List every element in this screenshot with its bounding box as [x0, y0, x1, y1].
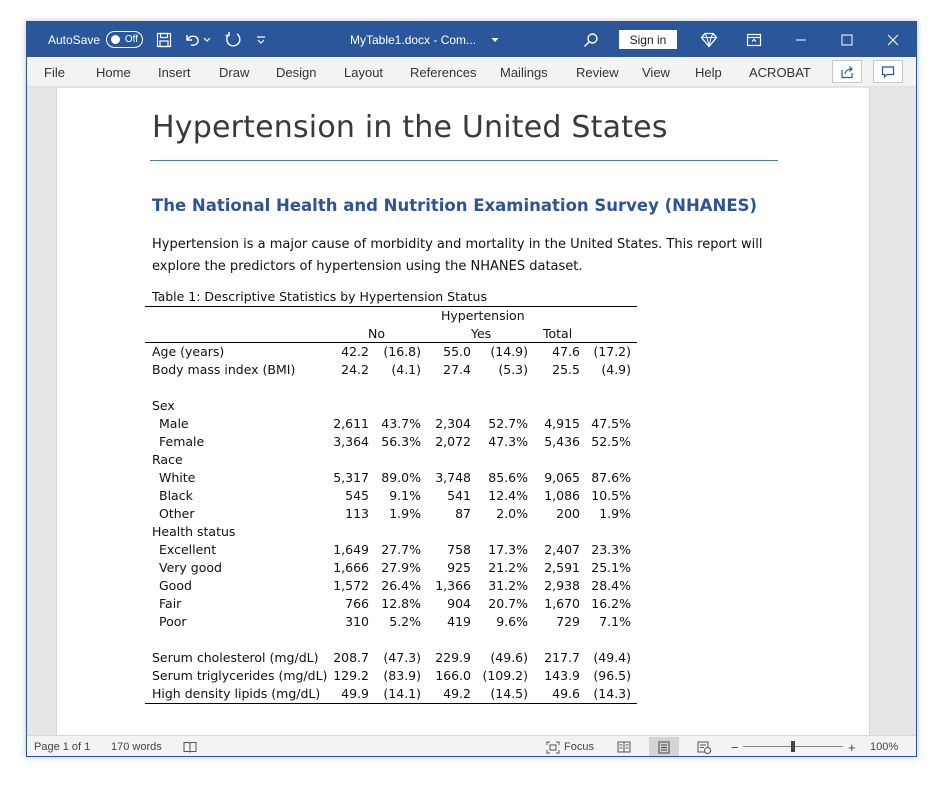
document-canvas[interactable]	[27, 88, 916, 735]
table-cell: 9.6%	[496, 614, 528, 629]
table-cell: 2,072	[435, 434, 471, 449]
table-cell: 113	[345, 506, 369, 521]
table-cell: 27.4	[443, 362, 471, 377]
table-cell: 766	[345, 596, 369, 611]
table-cell: 16.2%	[591, 596, 631, 611]
tab-layout[interactable]: Layout	[344, 64, 384, 80]
customize-toolbar-icon[interactable]	[247, 22, 275, 57]
word-count[interactable]: 170 words	[111, 741, 162, 753]
comments-button[interactable]	[873, 60, 903, 83]
table-row	[145, 631, 637, 649]
table-cell: 541	[447, 488, 471, 503]
table-cell: (14.3)	[593, 686, 631, 701]
table-cell: (49.4)	[593, 650, 631, 665]
comment-icon	[881, 65, 895, 79]
focus-mode-icon[interactable]	[546, 736, 560, 757]
row-label: Other	[159, 506, 195, 521]
row-label: Age (years)	[152, 344, 225, 359]
table-row	[145, 487, 637, 505]
ribbon-display-icon[interactable]	[740, 22, 768, 57]
tab-file[interactable]: File	[44, 64, 65, 80]
table-cell: 49.9	[341, 686, 369, 701]
table-row	[145, 577, 637, 595]
table-cell: 3,748	[435, 470, 471, 485]
table-row	[145, 379, 637, 397]
table-cell: (47.3)	[383, 650, 421, 665]
table-cell: 758	[447, 542, 471, 557]
save-icon[interactable]	[150, 22, 178, 57]
zoom-in-button[interactable]: +	[848, 739, 856, 755]
table-cell: 85.6%	[488, 470, 528, 485]
tab-home[interactable]: Home	[96, 64, 131, 80]
table-cell: 925	[447, 560, 471, 575]
table-cell: 12.4%	[488, 488, 528, 503]
table-cell: 55.0	[443, 344, 471, 359]
title-underline	[150, 160, 778, 161]
table-cell: 9,065	[544, 470, 580, 485]
table-cell: 200	[556, 506, 580, 521]
table-cell: 24.2	[341, 362, 369, 377]
row-label: Health status	[152, 524, 236, 539]
tab-review[interactable]: Review	[576, 64, 619, 80]
tab-help[interactable]: Help	[695, 64, 722, 80]
tab-references[interactable]: References	[410, 64, 477, 80]
table-cell: (16.8)	[383, 344, 421, 359]
table-row	[145, 415, 637, 433]
table-cell: 208.7	[333, 650, 369, 665]
table-cell: 7.1%	[599, 614, 631, 629]
table-row	[145, 523, 637, 541]
row-label: Excellent	[159, 542, 217, 557]
autosave-state: Off	[124, 34, 138, 45]
table-cell: 87	[455, 506, 471, 521]
table-cell: 143.9	[544, 668, 580, 683]
tab-view[interactable]: View	[642, 64, 670, 80]
proofing-book-icon[interactable]	[183, 736, 197, 757]
status-bar	[27, 735, 916, 757]
table-cell: 52.5%	[591, 434, 631, 449]
row-label: Male	[159, 416, 189, 431]
row-label: Good	[159, 578, 192, 593]
table-cell: (83.9)	[383, 668, 421, 683]
table-cell: 47.5%	[591, 416, 631, 431]
table-cell: (14.9)	[490, 344, 528, 359]
table-cell: 4,915	[544, 416, 580, 431]
table-cell: 2,407	[544, 542, 580, 557]
page-info[interactable]: Page 1 of 1	[34, 741, 91, 753]
undo-dropdown-icon[interactable]	[199, 22, 215, 57]
table-cell: 1,086	[544, 488, 580, 503]
table-cell: 2,591	[544, 560, 580, 575]
table-cell: (14.5)	[490, 686, 528, 701]
table-cell: 545	[345, 488, 369, 503]
title-bar	[27, 22, 916, 57]
autosave-label: AutoSave	[48, 32, 101, 47]
table-cell: 217.7	[544, 650, 580, 665]
table-cell: 1,666	[333, 560, 369, 575]
zoom-slider-thumb[interactable]	[791, 741, 795, 752]
zoom-level[interactable]: 100%	[870, 741, 899, 753]
section-heading: The National Health and Nutrition Examination Survey (NHANES)	[152, 196, 758, 215]
table-cell: 20.7%	[488, 596, 528, 611]
focus-label[interactable]: Focus	[564, 741, 594, 753]
table-cell: 31.2%	[488, 578, 528, 593]
table-row	[145, 541, 637, 559]
table-cell: 10.5%	[591, 488, 631, 503]
maximize-icon[interactable]	[833, 22, 861, 57]
share-button[interactable]	[832, 60, 862, 83]
sign-in-button[interactable]: Sign in	[619, 30, 677, 49]
ribbon-tabs	[27, 57, 916, 87]
table-cell: 17.3%	[488, 542, 528, 557]
table-cell: 2.0%	[496, 506, 528, 521]
group-header-hypertension: Hypertension	[441, 308, 525, 323]
table-row	[145, 559, 637, 577]
table-cell: 49.2	[443, 686, 471, 701]
tab-draw[interactable]: Draw	[219, 64, 250, 80]
table-cell: 729	[556, 614, 580, 629]
tab-insert[interactable]: Insert	[158, 64, 191, 80]
table-cell: (5.3)	[498, 362, 528, 377]
table-cell: 1,649	[333, 542, 369, 557]
row-label: Body mass index (BMI)	[152, 362, 296, 377]
table-cell: 5.2%	[389, 614, 421, 629]
table-cell: 49.6	[552, 686, 580, 701]
table-cell: 21.2%	[488, 560, 528, 575]
table-cell: 87.6%	[591, 470, 631, 485]
table-cell: 27.9%	[381, 560, 421, 575]
table-cell: 52.7%	[488, 416, 528, 431]
table-cell: 904	[447, 596, 471, 611]
web-layout-icon[interactable]	[697, 736, 711, 757]
redo-icon[interactable]	[219, 22, 247, 57]
table-cell: 166.0	[435, 668, 471, 683]
table-row	[145, 505, 637, 523]
table-cell: 1,366	[435, 578, 471, 593]
table-cell: 9.1%	[389, 488, 421, 503]
table-row	[145, 397, 637, 415]
table-row	[145, 451, 637, 469]
table-cell: 47.3%	[488, 434, 528, 449]
row-label: White	[159, 470, 196, 485]
table-row	[145, 613, 637, 631]
read-mode-icon[interactable]	[617, 736, 631, 757]
table-caption: Table 1: Descriptive Statistics by Hypertension Status	[152, 289, 487, 304]
stats-table	[145, 306, 637, 704]
search-icon[interactable]	[577, 22, 605, 57]
tab-acrobat[interactable]: ACROBAT	[749, 64, 811, 80]
document-title[interactable]: MyTable1.docx - Com...	[350, 32, 477, 47]
table-group-header-row	[145, 307, 637, 325]
table-cell: 1.9%	[599, 506, 631, 521]
premium-diamond-icon[interactable]	[695, 22, 723, 57]
table-cell: 310	[345, 614, 369, 629]
row-label: Very good	[159, 560, 222, 575]
autosave-toggle[interactable]	[106, 31, 143, 48]
table-cell: (96.5)	[593, 668, 631, 683]
row-label: Poor	[159, 614, 187, 629]
table-cell: 2,611	[333, 416, 369, 431]
row-label: Fair	[159, 596, 182, 611]
table-cell: 3,364	[333, 434, 369, 449]
row-label: Female	[159, 434, 205, 449]
col-header-total: Total	[543, 326, 573, 341]
row-label: Serum triglycerides (mg/dL)	[152, 668, 328, 683]
tab-mailings[interactable]: Mailings	[500, 64, 548, 80]
table-cell: 25.5	[552, 362, 580, 377]
table-cell: (4.1)	[391, 362, 421, 377]
table-cell: 47.6	[552, 344, 580, 359]
close-icon[interactable]	[879, 22, 907, 57]
table-cell: (14.1)	[383, 686, 421, 701]
share-icon	[840, 65, 854, 79]
zoom-out-button[interactable]: −	[731, 739, 739, 755]
table-cell: (49.6)	[490, 650, 528, 665]
minimize-icon[interactable]	[787, 22, 815, 57]
table-cell: 42.2	[341, 344, 369, 359]
table-cell: (4.9)	[601, 362, 631, 377]
row-label: Black	[159, 488, 193, 503]
tab-design[interactable]: Design	[276, 64, 317, 80]
table-cell: (109.2)	[482, 668, 528, 683]
table-cell: 28.4%	[591, 578, 631, 593]
table-cell: 5,436	[544, 434, 580, 449]
table-column-header-row	[145, 325, 637, 343]
row-label: Sex	[152, 398, 175, 413]
col-header-yes: Yes	[471, 326, 492, 341]
print-layout-icon[interactable]	[658, 736, 670, 757]
intro-paragraph: Hypertension is a major cause of morbidity and mortality in the United States. This report will explore the predictors of hypertension using the NHANES dataset.	[152, 237, 763, 274]
table-cell: 2,304	[435, 416, 471, 431]
toggle-knob	[111, 35, 120, 44]
row-label: Race	[152, 452, 183, 467]
table-row	[145, 667, 637, 685]
table-row	[145, 649, 637, 667]
table-cell: 12.8%	[381, 596, 421, 611]
table-cell: 27.7%	[381, 542, 421, 557]
table-cell: 2,938	[544, 578, 580, 593]
table-cell: 419	[447, 614, 471, 629]
table-cell: 5,317	[333, 470, 369, 485]
table-cell: 23.3%	[591, 542, 631, 557]
table-cell: (17.2)	[593, 344, 631, 359]
table-row	[145, 433, 637, 451]
document-page[interactable]	[56, 88, 870, 735]
table-cell: 89.0%	[381, 470, 421, 485]
table-row	[145, 595, 637, 613]
table-body	[145, 343, 637, 703]
table-cell: 1,670	[544, 596, 580, 611]
table-row	[145, 343, 637, 361]
table-row	[145, 361, 637, 379]
row-label: Serum cholesterol (mg/dL)	[152, 650, 319, 665]
word-window	[26, 21, 917, 757]
document-title-heading: Hypertension in the United States	[152, 110, 668, 145]
table-cell: 56.3%	[381, 434, 421, 449]
table-cell: 25.1%	[591, 560, 631, 575]
table-cell: 43.7%	[381, 416, 421, 431]
table-cell: 26.4%	[381, 578, 421, 593]
table-row	[145, 469, 637, 487]
table-cell: 129.2	[333, 668, 369, 683]
title-dropdown-icon[interactable]	[489, 22, 501, 57]
col-header-no: No	[368, 326, 385, 341]
table-cell: 1.9%	[389, 506, 421, 521]
table-cell: 229.9	[435, 650, 471, 665]
row-label: High density lipids (mg/dL)	[152, 686, 321, 701]
table-row	[145, 685, 637, 703]
table-cell: 1,572	[333, 578, 369, 593]
